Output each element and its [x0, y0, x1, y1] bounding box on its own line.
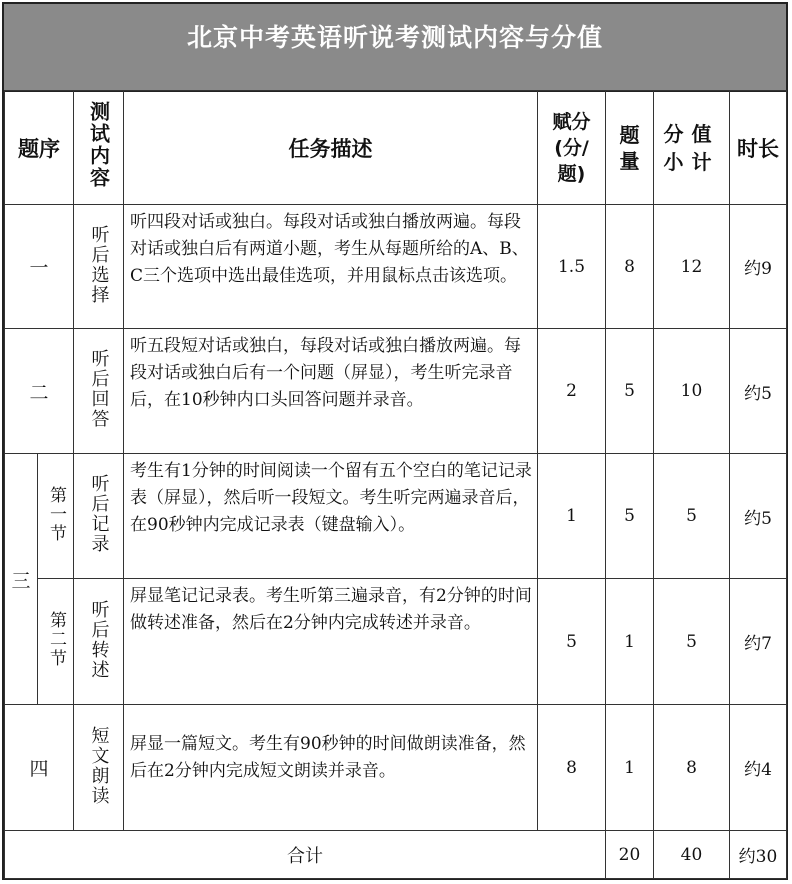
header-duration: 时长 — [730, 91, 787, 205]
row-description: 屏显一篇短文。考生有90秒钟的时间做朗读准备，然后在2分钟内完成短文朗读并录音。 — [124, 705, 538, 831]
table-row — [5, 205, 787, 329]
header-count — [606, 91, 654, 205]
row-description: 听四段对话或独白。每段对话或独白播放两遍。每段对话或独白后有两道小题，考生从每题所给的A、B、C三个选项中选出最佳选项，并用鼠标点击该选项。 — [124, 205, 538, 329]
row-count: 5 — [606, 329, 654, 454]
header-task: 任务描述 — [124, 91, 538, 205]
row-section-text: 第一节 — [46, 485, 66, 543]
row-score: 5 — [538, 579, 606, 705]
row-content — [74, 705, 124, 831]
row-subtotal: 10 — [654, 329, 730, 454]
row-sequence: 二 — [5, 329, 74, 454]
row-description: 屏显笔记记录表。考生听第三遍录音，有2分钟的时间做转述准备，然后在2分钟内完成转述并录音。 — [124, 579, 538, 705]
row-score: 1 — [538, 454, 606, 579]
row-description: 考生有1分钟的时间阅读一个留有五个空白的笔记记录表（屏显），然后听一段短文。考生听完两遍录音后，在90秒钟内完成记录表（键盘输入）。 — [124, 454, 538, 579]
row-score: 8 — [538, 705, 606, 831]
table-row — [5, 705, 787, 831]
header-sequence: 题序 — [5, 91, 74, 205]
title-bar — [4, 4, 786, 92]
header-score: 赋分(分/题) — [538, 91, 606, 205]
row-duration: 约9 — [730, 205, 787, 329]
row-subtotal: 5 — [654, 454, 730, 579]
page-title: 北京中考英语听说考测试内容与分值 — [186, 23, 603, 52]
total-count: 20 — [606, 831, 654, 879]
total-row — [5, 831, 787, 879]
row-subtotal: 5 — [654, 579, 730, 705]
row-content — [74, 205, 124, 329]
row-content-text: 听后转述 — [88, 599, 110, 680]
header-subtotal-text: 分值小计 — [663, 121, 720, 174]
header-content-text: 测试内容 — [86, 101, 111, 189]
row-sequence: 四 — [5, 705, 74, 831]
row-section-text: 第二节 — [46, 611, 66, 668]
score-table — [4, 90, 787, 879]
row-score: 1.5 — [538, 205, 606, 329]
row-sequence: 三 — [5, 454, 38, 705]
row-count: 1 — [606, 579, 654, 705]
row-section — [38, 579, 74, 705]
total-label: 合计 — [5, 831, 606, 879]
row-content — [74, 454, 124, 579]
row-content-text: 听后记录 — [88, 474, 110, 554]
row-duration: 约5 — [730, 454, 787, 579]
row-section — [38, 454, 74, 579]
row-duration: 约7 — [730, 579, 787, 705]
row-duration: 约4 — [730, 705, 787, 831]
row-content — [74, 329, 124, 454]
row-duration: 约5 — [730, 329, 787, 454]
row-count: 1 — [606, 705, 654, 831]
header-count-text: 题量 — [619, 122, 640, 173]
row-subtotal: 8 — [654, 705, 730, 831]
row-content-text: 听后选择 — [88, 224, 110, 305]
total-subtotal: 40 — [654, 831, 730, 879]
row-content — [74, 579, 124, 705]
row-content-text: 听后回答 — [88, 349, 110, 429]
table-row — [5, 329, 787, 454]
row-content-text: 短文朗读 — [88, 725, 110, 806]
row-sequence: 一 — [5, 205, 74, 329]
total-duration: 约30 — [730, 831, 787, 879]
row-description: 听五段短对话或独白，每段对话或独白播放两遍。每段对话或独白后有一个问题（屏显），考生听完录音后，在10秒钟内口头回答问题并录音。 — [124, 329, 538, 454]
header-subtotal — [654, 91, 730, 205]
row-subtotal: 12 — [654, 205, 730, 329]
header-row — [5, 91, 787, 205]
table-row — [5, 454, 787, 579]
row-count: 8 — [606, 205, 654, 329]
row-count: 5 — [606, 454, 654, 579]
row-score: 2 — [538, 329, 606, 454]
header-content — [74, 91, 124, 205]
table-row — [5, 579, 787, 705]
